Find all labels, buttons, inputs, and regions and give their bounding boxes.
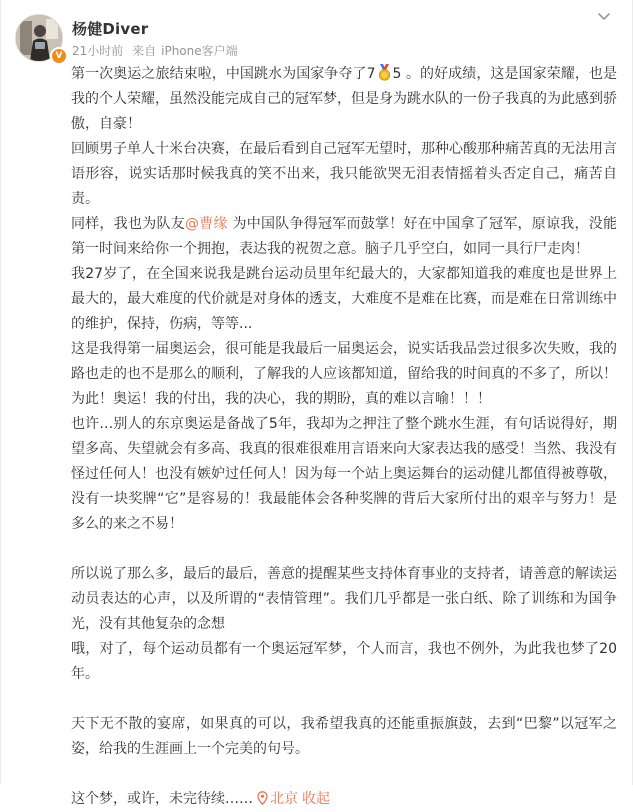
location-label[interactable]: 北京 <box>270 791 298 807</box>
post-meta <box>72 42 243 59</box>
mention-link[interactable]: @曹缘 <box>185 216 228 232</box>
paragraph-1 <box>71 62 617 137</box>
verified-badge: V <box>50 47 68 65</box>
paragraph-8: 哦，对了，每个运动员都有一个奥运冠军梦，个人而言，我也不例外，为此我也梦了20年。 <box>71 641 617 682</box>
location-pin-icon <box>257 791 268 805</box>
p1-text-b: 5 。的好成绩，这是国家荣耀，也是我的个人荣耀，虽然没能完成自己的冠军梦，但是身为跳水队的一份子我真的为此感到骄傲，自豪！ <box>71 66 618 132</box>
source-prefix: 来自 <box>132 44 157 58</box>
p3-text-a: 同样，我也为队友 <box>71 216 186 232</box>
collapse-link[interactable]: 收起 <box>302 791 330 807</box>
gold-medal-icon <box>377 64 392 81</box>
post-content <box>71 62 617 812</box>
paragraph-6: 也许…别人的东京奥运是备战了5年，我却为之押注了整个跳水生涯，有句话说得好，期望多高、失望就会有多高、我真的很难很难用言语来向大家表达我的感受！当然、我没有怪过任何人！也没有嫉妒过任何人！因为每一个站上奥运舞台的运动健儿都值得被尊敬，没有一块奖牌“它”是容易的！我最能体会各种奖牌的背后大家所付出的艰辛与努力！是多么的来之不易！ <box>71 416 617 532</box>
p10-text: 这个梦，或许，未完待续…… <box>71 791 253 807</box>
paragraph-4: 我27岁了，在全国来说我是跳台运动员里年纪最大的，大家都知道我的难度也是世界上最大的，最大难度的代价就是对身体的透支，大难度不是难在比赛，而是难在日常训练中的维护，保持，伤病，等等... <box>71 266 617 332</box>
p1-text-a: 第一次奥运之旅结束啦，中国跳水为国家争夺了7 <box>71 66 376 82</box>
paragraph-3 <box>71 212 617 262</box>
post-time[interactable]: 21小时前 <box>72 44 124 58</box>
chevron-down-icon[interactable] <box>596 8 612 24</box>
paragraph-9: 天下无不散的宴席，如果真的可以，我希望我真的还能重振旗鼓，去到“巴黎”以冠军之姿，给我的生涯画上一个完美的句号。 <box>71 716 617 757</box>
post-source[interactable]: iPhone客户端 <box>161 44 238 58</box>
location-link[interactable] <box>257 791 298 807</box>
paragraph-7: 所以说了那么多，最后的最后，善意的提醒某些支持体育事业的支持者，请善意的解读运动员表达的心声，以及所谓的“表情管理”。我们几乎都是一张白纸、除了训练和为国争光，没有其他复杂的念想 <box>71 566 617 632</box>
p3-text-b: 为中国队争得冠军而鼓掌！好在中国拿了冠军，原谅我，没能第一时间来给你一个拥抱，表达我的祝贺之意。脑子几乎空白，如同一具行尸走肉！ <box>71 216 618 257</box>
paragraph-10 <box>71 787 617 812</box>
paragraph-5: 这是我得第一届奥运会，很可能是我最后一届奥运会，说实话我品尝过很多次失败，我的路也走的也不是那么的顺利，了解我的人应该都知道，留给我的时间真的不多了，所以！为此！奥运！我的付出，我的决心，我的期盼，真的难以言喻！！！ <box>71 341 617 407</box>
paragraph-2: 回顾男子单人十米台决赛，在最后看到自己冠军无望时，那种心酸那种痛苦真的无法用言语形容，说实话那时候我真的笑不出来，我只能欲哭无泪表情摇着头否定自己，痛苦自责。 <box>71 141 617 207</box>
author-name[interactable]: 杨健Diver <box>72 20 149 38</box>
